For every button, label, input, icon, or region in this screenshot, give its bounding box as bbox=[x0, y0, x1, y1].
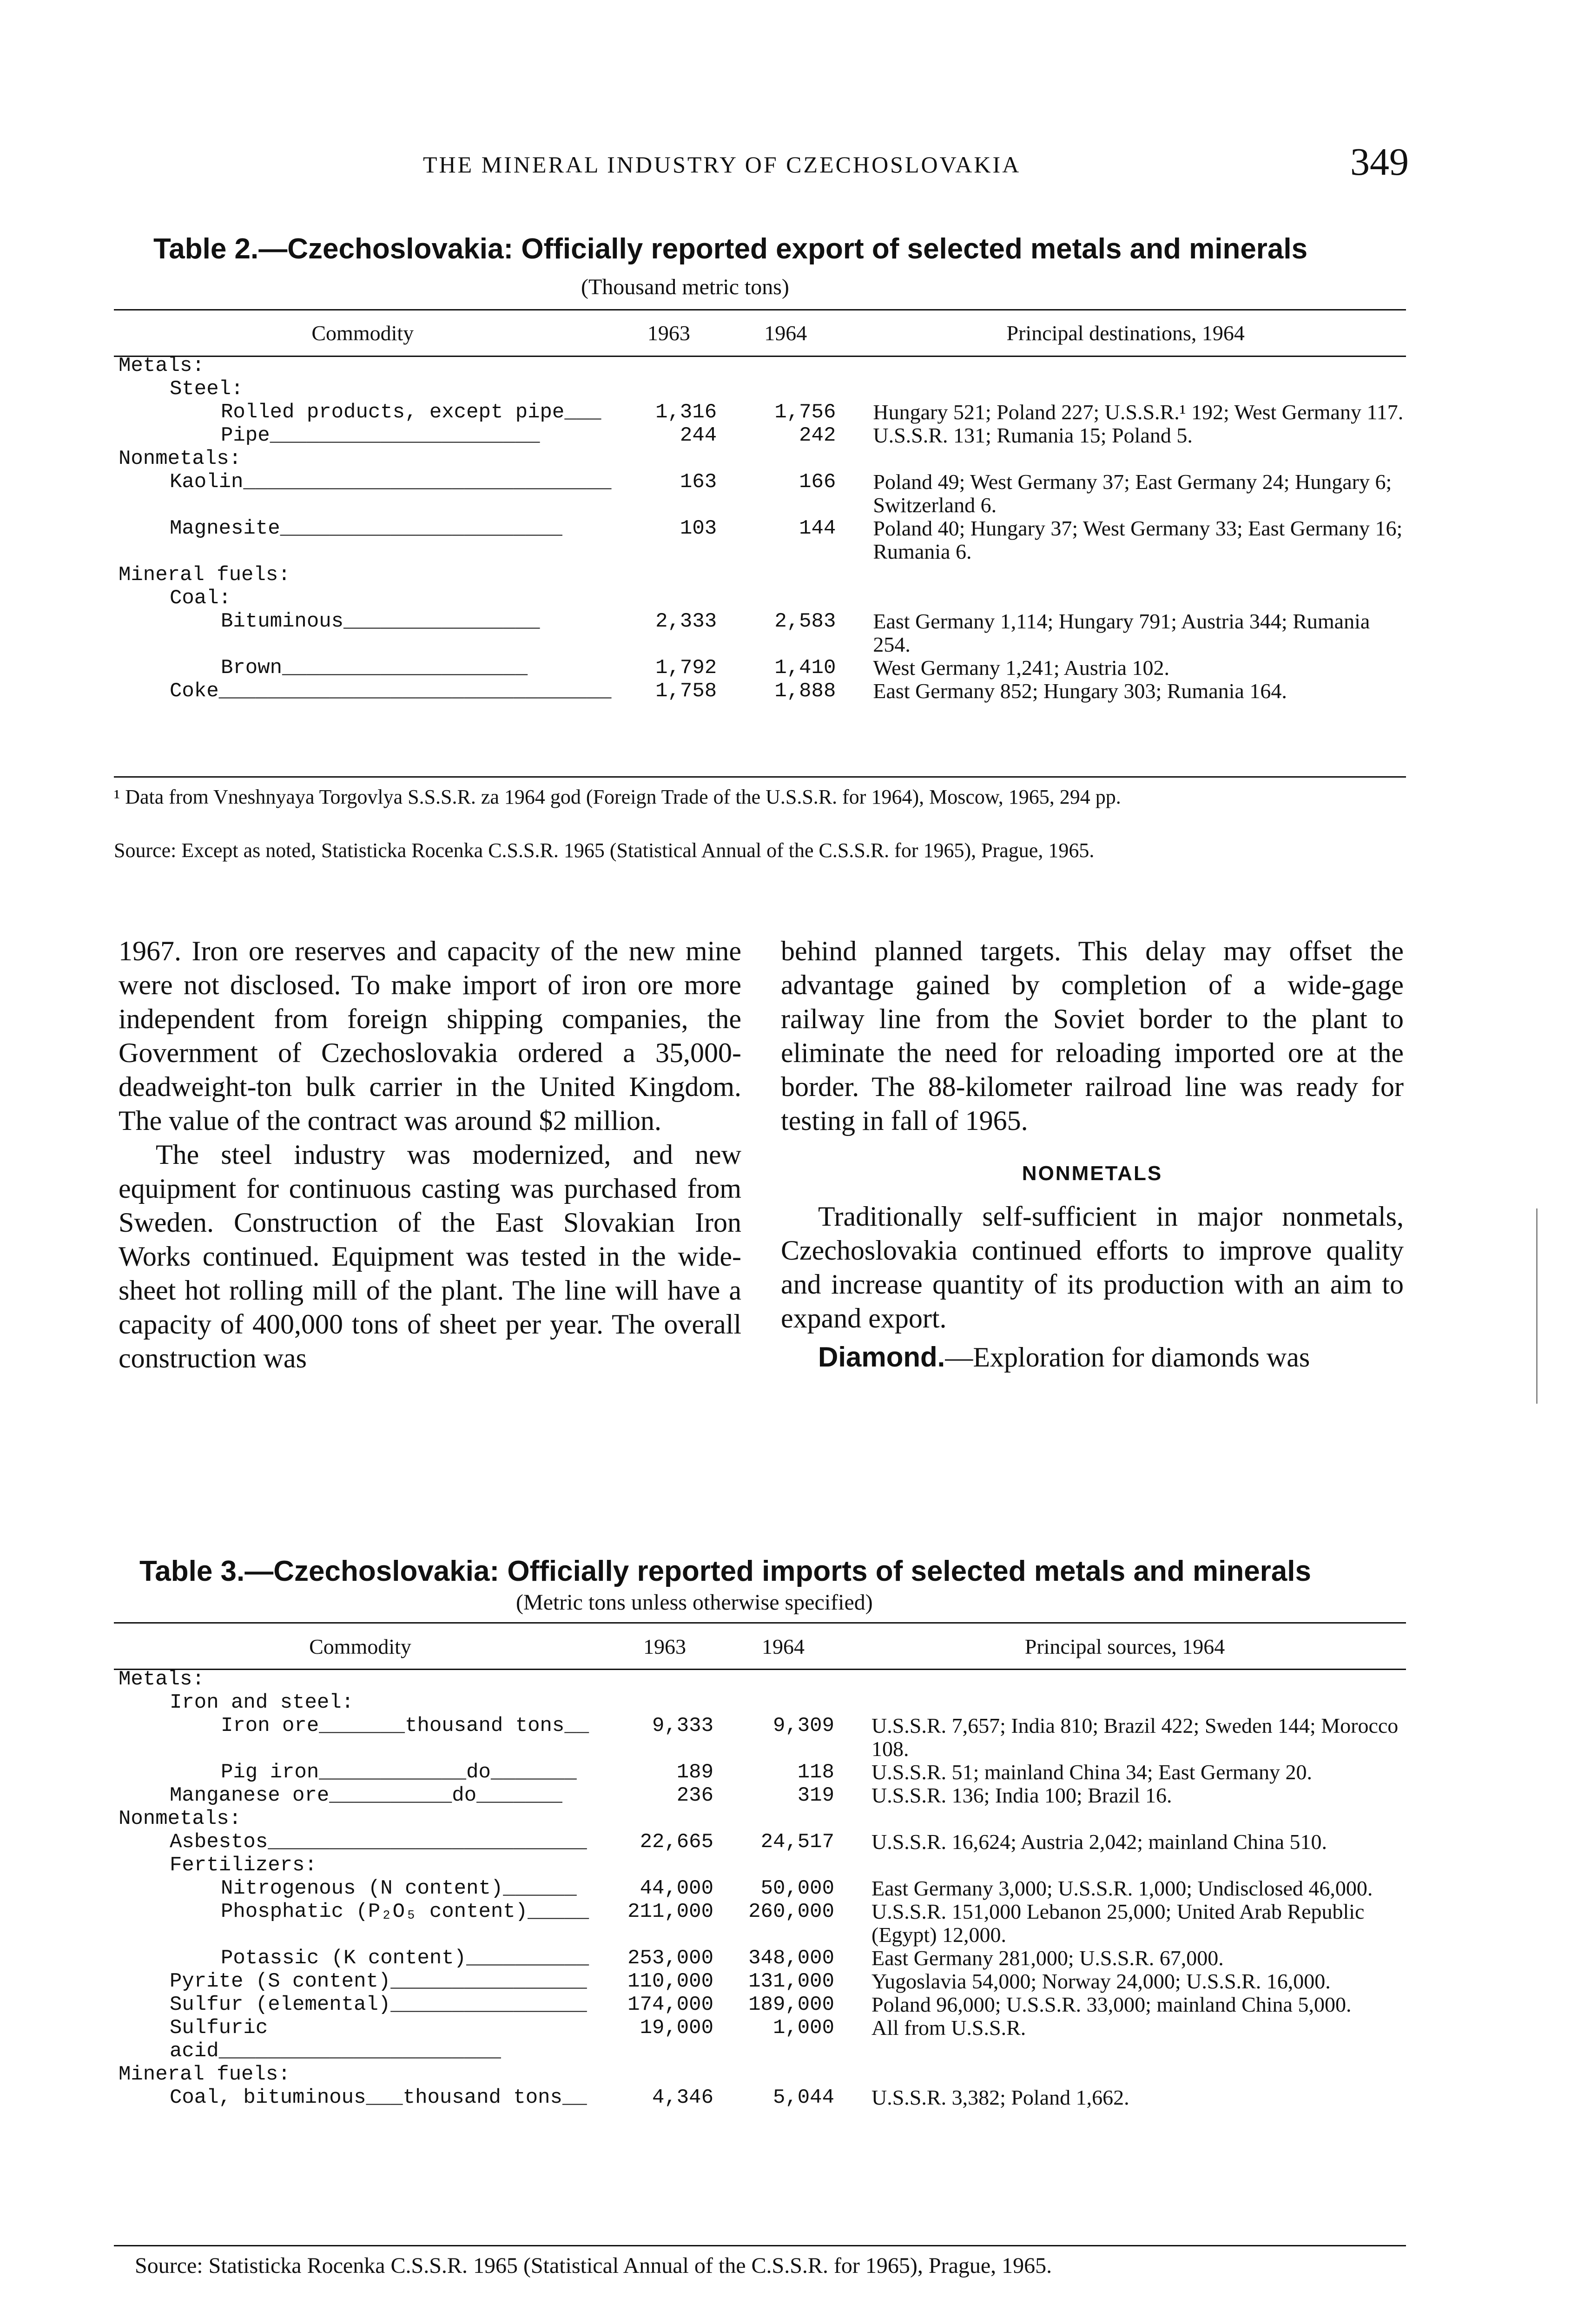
value-1963-cell: 4,346 bbox=[652, 2086, 713, 2109]
table-row bbox=[114, 470, 1406, 517]
value-1964-cell bbox=[726, 563, 845, 587]
table2-col-commodity: Commodity bbox=[311, 321, 414, 345]
table-row bbox=[114, 680, 1406, 703]
value-1964-cell: 1,756 bbox=[774, 401, 836, 424]
value-1964-cell: 260,000 bbox=[748, 1900, 834, 1923]
value-1964-cell bbox=[723, 1854, 844, 1877]
destination-cell: Hungary 521; Poland 227; U.S.S.R.¹ 192; West Germany 117. bbox=[873, 400, 1404, 424]
table3-caption: Table 3.—Czechoslovakia: Officially reported imports of selected metals and minerals bbox=[139, 1555, 1311, 1587]
value-1963-cell: 211,000 bbox=[627, 1900, 713, 1923]
value-1964-cell: 242 bbox=[799, 424, 836, 447]
value-1963-cell: 19,000 bbox=[640, 2016, 713, 2040]
value-1963-cell: 189 bbox=[676, 1761, 713, 1784]
table-row bbox=[114, 1668, 1406, 1691]
commodity-cell: Coal: bbox=[170, 587, 231, 610]
commodity-cell: Pig iron____________do_______ bbox=[221, 1761, 577, 1784]
value-1963-cell bbox=[607, 1807, 723, 1830]
table3 bbox=[114, 1626, 1406, 2109]
commodity-cell: Mineral fuels: bbox=[119, 563, 290, 587]
destination-cell: U.S.S.R. 51; mainland China 34; East Germany 20. bbox=[871, 1760, 1313, 1784]
running-title: THE MINERAL INDUSTRY OF CZECHOSLOVAKIA bbox=[423, 152, 1021, 178]
commodity-cell: Magnesite_______________________ bbox=[170, 517, 562, 540]
value-1963-cell bbox=[607, 1668, 723, 1691]
value-1964-cell: 1,888 bbox=[774, 680, 836, 703]
table2-footnote: ¹ Data from Vneshnyaya Torgovlya S.S.S.R. za 1964 god (Foreign Trade of the U.S.S.R. for 1964), Moscow, 1965, 294 pp. bbox=[114, 786, 1121, 808]
commodity-cell: Metals: bbox=[119, 354, 205, 377]
destination-cell: U.S.S.R. 131; Rumania 15; Poland 5. bbox=[873, 423, 1193, 447]
commodity-cell: Brown____________________ bbox=[221, 656, 528, 680]
value-1963-cell: 1,792 bbox=[655, 656, 717, 680]
commodity-cell: Kaolin______________________________ bbox=[170, 470, 612, 494]
table2-source: Source: Except as noted, Statisticka Rocenka C.S.S.R. 1965 (Statistical Annual of the C.S.S.R. for 1965), Prague, 1965. bbox=[114, 839, 1095, 862]
table-row bbox=[114, 1830, 1406, 1854]
table-row bbox=[114, 1877, 1406, 1900]
table-row bbox=[114, 656, 1406, 680]
table-row bbox=[114, 610, 1406, 656]
destination-cell bbox=[845, 563, 1406, 587]
destination-cell bbox=[844, 1854, 1406, 1877]
table-row bbox=[114, 2086, 1406, 2109]
table-row bbox=[114, 1691, 1406, 1714]
body-left-column bbox=[119, 934, 741, 1375]
commodity-cell: Sulfur (elemental)________________ bbox=[170, 1993, 587, 2016]
commodity-cell: Mineral fuels: bbox=[119, 2063, 290, 2086]
diamond-text: —Exploration for diamonds was bbox=[945, 1342, 1310, 1373]
value-1964-cell: 131,000 bbox=[748, 1970, 834, 1993]
value-1963-cell bbox=[607, 1691, 723, 1714]
commodity-cell: Nonmetals: bbox=[119, 447, 242, 470]
table3-col-1964: 1964 bbox=[762, 1635, 805, 1658]
table2-top-rule bbox=[114, 309, 1406, 310]
body-paragraph: Traditionally self-sufficient in major nonmetals, Czechoslovakia continued efforts to improve quality and increase quantity of its production with an aim to expand export. bbox=[781, 1201, 1404, 1334]
commodity-cell: Iron and steel: bbox=[170, 1691, 354, 1714]
destination-cell: Poland 40; Hungary 37; West Germany 33; East Germany 16; Rumania 6. bbox=[873, 516, 1403, 563]
table-row bbox=[114, 401, 1406, 424]
table-row bbox=[114, 1970, 1406, 1993]
table2-caption: Table 2.—Czechoslovakia: Officially reported export of selected metals and minerals bbox=[153, 233, 1308, 265]
value-1963-cell bbox=[607, 1854, 723, 1877]
destination-cell bbox=[845, 354, 1406, 377]
body-paragraph: The steel industry was modernized, and new equipment for continuous casting was purchased from Sweden. Construction of the East Slovakian Iron Works continued. Equipment was tested in the wide-sheet hot rolling mill of the plant. The line will have a capacity of 400,000 tons of sheet per year. The overall construction was bbox=[119, 1139, 741, 1373]
value-1964-cell bbox=[723, 1691, 844, 1714]
value-1964-cell: 144 bbox=[799, 517, 836, 540]
body-paragraph: behind planned targets. This delay may offset the advantage gained by completion of a wide-gage railway line from the Soviet border to the plant to eliminate the need for reloading imported ore at the border. The 88-kilometer railroad line was ready for testing in fall of 1965. bbox=[781, 936, 1404, 1136]
commodity-cell: Pyrite (S content)________________ bbox=[170, 1970, 587, 1993]
value-1963-cell: 1,316 bbox=[655, 401, 717, 424]
destination-cell: U.S.S.R. 136; India 100; Brazil 16. bbox=[871, 1783, 1172, 1807]
value-1964-cell bbox=[726, 377, 845, 401]
value-1964-cell bbox=[723, 1668, 844, 1691]
destination-cell: East Germany 852; Hungary 303; Rumania 164. bbox=[873, 679, 1287, 703]
value-1963-cell: 2,333 bbox=[655, 610, 717, 633]
commodity-cell: Pipe______________________ bbox=[221, 424, 540, 447]
table-row bbox=[114, 1714, 1406, 1761]
commodity-cell: Coal, bituminous___thousand tons__ bbox=[170, 2086, 587, 2109]
body-paragraph: 1967. Iron ore reserves and capacity of the new mine were not disclosed. To make import of iron ore more independent from foreign shipping companies, the Government of Czechoslovakia ordered a 35,000-deadweight-ton bulk carrier in the United Kingdom. The value of the contract was around $2 million. bbox=[119, 936, 741, 1136]
value-1964-cell: 118 bbox=[797, 1761, 834, 1784]
value-1964-cell: 189,000 bbox=[748, 1993, 834, 2016]
value-1964-cell: 50,000 bbox=[760, 1877, 834, 1900]
value-1963-cell bbox=[612, 354, 726, 377]
destination-cell bbox=[845, 447, 1406, 470]
value-1964-cell: 166 bbox=[799, 470, 836, 494]
destination-cell bbox=[844, 1668, 1406, 1691]
destination-cell: U.S.S.R. 7,657; India 810; Brazil 422; Sweden 144; Morocco 108. bbox=[871, 1714, 1399, 1761]
value-1964-cell: 9,309 bbox=[772, 1714, 834, 1737]
value-1964-cell: 1,410 bbox=[774, 656, 836, 680]
value-1963-cell: 253,000 bbox=[627, 1947, 713, 1970]
table2-col-1963: 1963 bbox=[647, 321, 690, 345]
value-1963-cell bbox=[612, 563, 726, 587]
destination-cell bbox=[845, 377, 1406, 401]
table3-body bbox=[114, 1668, 1406, 2109]
table-row bbox=[114, 1947, 1406, 1970]
commodity-cell: Potassic (K content)__________ bbox=[221, 1947, 589, 1970]
table-row bbox=[114, 517, 1406, 563]
commodity-cell: Fertilizers: bbox=[170, 1854, 317, 1877]
value-1964-cell bbox=[726, 447, 845, 470]
destination-cell: Yugoslavia 54,000; Norway 24,000; U.S.S.R. 16,000. bbox=[871, 1969, 1331, 1993]
table3-col-commodity: Commodity bbox=[309, 1635, 411, 1658]
value-1963-cell: 174,000 bbox=[627, 1993, 713, 2016]
commodity-cell: Asbestos__________________________ bbox=[170, 1830, 587, 1854]
value-1963-cell: 9,333 bbox=[652, 1714, 713, 1737]
destination-cell bbox=[844, 2063, 1406, 2086]
value-1964-cell bbox=[726, 354, 845, 377]
margin-mark bbox=[1536, 1208, 1538, 1404]
table-row bbox=[114, 424, 1406, 447]
commodity-cell: Bituminous________________ bbox=[221, 610, 540, 633]
value-1963-cell bbox=[612, 447, 726, 470]
table-row bbox=[114, 377, 1406, 401]
commodity-cell: Sulfuric acid_______________________ bbox=[170, 2016, 501, 2063]
table-row bbox=[114, 354, 1406, 377]
table-row bbox=[114, 1854, 1406, 1877]
value-1963-cell bbox=[607, 2063, 723, 2086]
value-1963-cell: 22,665 bbox=[640, 1830, 713, 1854]
value-1963-cell bbox=[612, 377, 726, 401]
table-row bbox=[114, 1761, 1406, 1784]
value-1964-cell bbox=[726, 587, 845, 610]
value-1963-cell bbox=[612, 587, 726, 610]
value-1963-cell: 244 bbox=[680, 424, 717, 447]
commodity-cell: Steel: bbox=[170, 377, 244, 401]
section-heading-nonmetals: NONMETALS bbox=[1022, 1162, 1163, 1185]
destination-cell: U.S.S.R. 3,382; Poland 1,662. bbox=[871, 2086, 1129, 2109]
table-row bbox=[114, 1993, 1406, 2016]
commodity-cell: Nonmetals: bbox=[119, 1807, 242, 1830]
destination-cell bbox=[844, 1807, 1406, 1830]
destination-cell: Poland 49; West Germany 37; East Germany 24; Hungary 6; Switzerland 6. bbox=[873, 470, 1392, 517]
table-row bbox=[114, 563, 1406, 587]
destination-cell: East Germany 1,114; Hungary 791; Austria 344; Rumania 254. bbox=[873, 609, 1370, 656]
destination-cell: West Germany 1,241; Austria 102. bbox=[873, 656, 1170, 680]
commodity-cell: Iron ore_______thousand tons__ bbox=[221, 1714, 589, 1737]
value-1963-cell: 44,000 bbox=[640, 1877, 713, 1900]
commodity-cell: Phosphatic (P₂O₅ content)_____ bbox=[221, 1900, 589, 1923]
table-row bbox=[114, 1807, 1406, 1830]
destination-cell: U.S.S.R. 16,624; Austria 2,042; mainland China 510. bbox=[871, 1830, 1327, 1854]
value-1964-cell: 24,517 bbox=[760, 1830, 834, 1854]
commodity-cell: Nitrogenous (N content)______ bbox=[221, 1877, 577, 1900]
table2-body bbox=[114, 354, 1406, 703]
table2 bbox=[114, 312, 1406, 703]
destination-cell bbox=[845, 587, 1406, 610]
destination-cell: East Germany 3,000; U.S.S.R. 1,000; Undisclosed 46,000. bbox=[871, 1876, 1373, 1900]
table2-bottom-rule bbox=[114, 776, 1406, 778]
page-number: 349 bbox=[1350, 140, 1409, 184]
value-1964-cell: 1,000 bbox=[772, 2016, 834, 2040]
destination-cell: East Germany 281,000; U.S.S.R. 67,000. bbox=[871, 1946, 1224, 1970]
diamond-paragraph bbox=[781, 1340, 1404, 1374]
table-row bbox=[114, 1784, 1406, 1807]
destination-cell: All from U.S.S.R. bbox=[871, 2016, 1026, 2040]
value-1963-cell: 163 bbox=[680, 470, 717, 494]
table-row bbox=[114, 1900, 1406, 1947]
value-1964-cell bbox=[723, 2063, 844, 2086]
value-1964-cell: 348,000 bbox=[748, 1947, 834, 1970]
table-row bbox=[114, 587, 1406, 610]
table3-source: Source: Statisticka Rocenka C.S.S.R. 1965 (Statistical Annual of the C.S.S.R. for 1965), Prague, 1965. bbox=[135, 2253, 1052, 2278]
commodity-cell: Coke________________________________ bbox=[170, 680, 612, 703]
destination-cell: U.S.S.R. 151,000 Lebanon 25,000; United Arab Republic (Egypt) 12,000. bbox=[871, 1900, 1365, 1947]
commodity-cell: Rolled products, except pipe___ bbox=[221, 401, 601, 424]
table-row bbox=[114, 2063, 1406, 2086]
value-1964-cell: 319 bbox=[797, 1784, 834, 1807]
commodity-cell: Manganese ore__________do_______ bbox=[170, 1784, 562, 1807]
value-1963-cell: 236 bbox=[676, 1784, 713, 1807]
body-right-column bbox=[781, 934, 1404, 1374]
table3-top-rule bbox=[114, 1622, 1406, 1624]
table-row bbox=[114, 447, 1406, 470]
value-1963-cell: 110,000 bbox=[627, 1970, 713, 1993]
value-1964-cell: 2,583 bbox=[774, 610, 836, 633]
table2-col-destinations: Principal destinations, 1964 bbox=[1006, 321, 1245, 345]
table3-subtitle: (Metric tons unless otherwise specified) bbox=[516, 1590, 873, 1615]
table3-col-1963: 1963 bbox=[643, 1635, 686, 1658]
value-1964-cell: 5,044 bbox=[772, 2086, 834, 2109]
value-1963-cell: 103 bbox=[680, 517, 717, 540]
table3-bottom-rule bbox=[114, 2245, 1406, 2246]
table3-col-sources: Principal sources, 1964 bbox=[1024, 1635, 1225, 1658]
value-1963-cell: 1,758 bbox=[655, 680, 717, 703]
commodity-cell: Metals: bbox=[119, 1668, 205, 1691]
table2-subtitle: (Thousand metric tons) bbox=[581, 275, 789, 299]
value-1964-cell bbox=[723, 1807, 844, 1830]
destination-cell bbox=[844, 1691, 1406, 1714]
destination-cell: Poland 96,000; U.S.S.R. 33,000; mainland China 5,000. bbox=[871, 1993, 1352, 2016]
diamond-runin-heading: Diamond. bbox=[818, 1341, 945, 1373]
table-row bbox=[114, 2016, 1406, 2063]
table2-col-1964: 1964 bbox=[764, 321, 807, 345]
